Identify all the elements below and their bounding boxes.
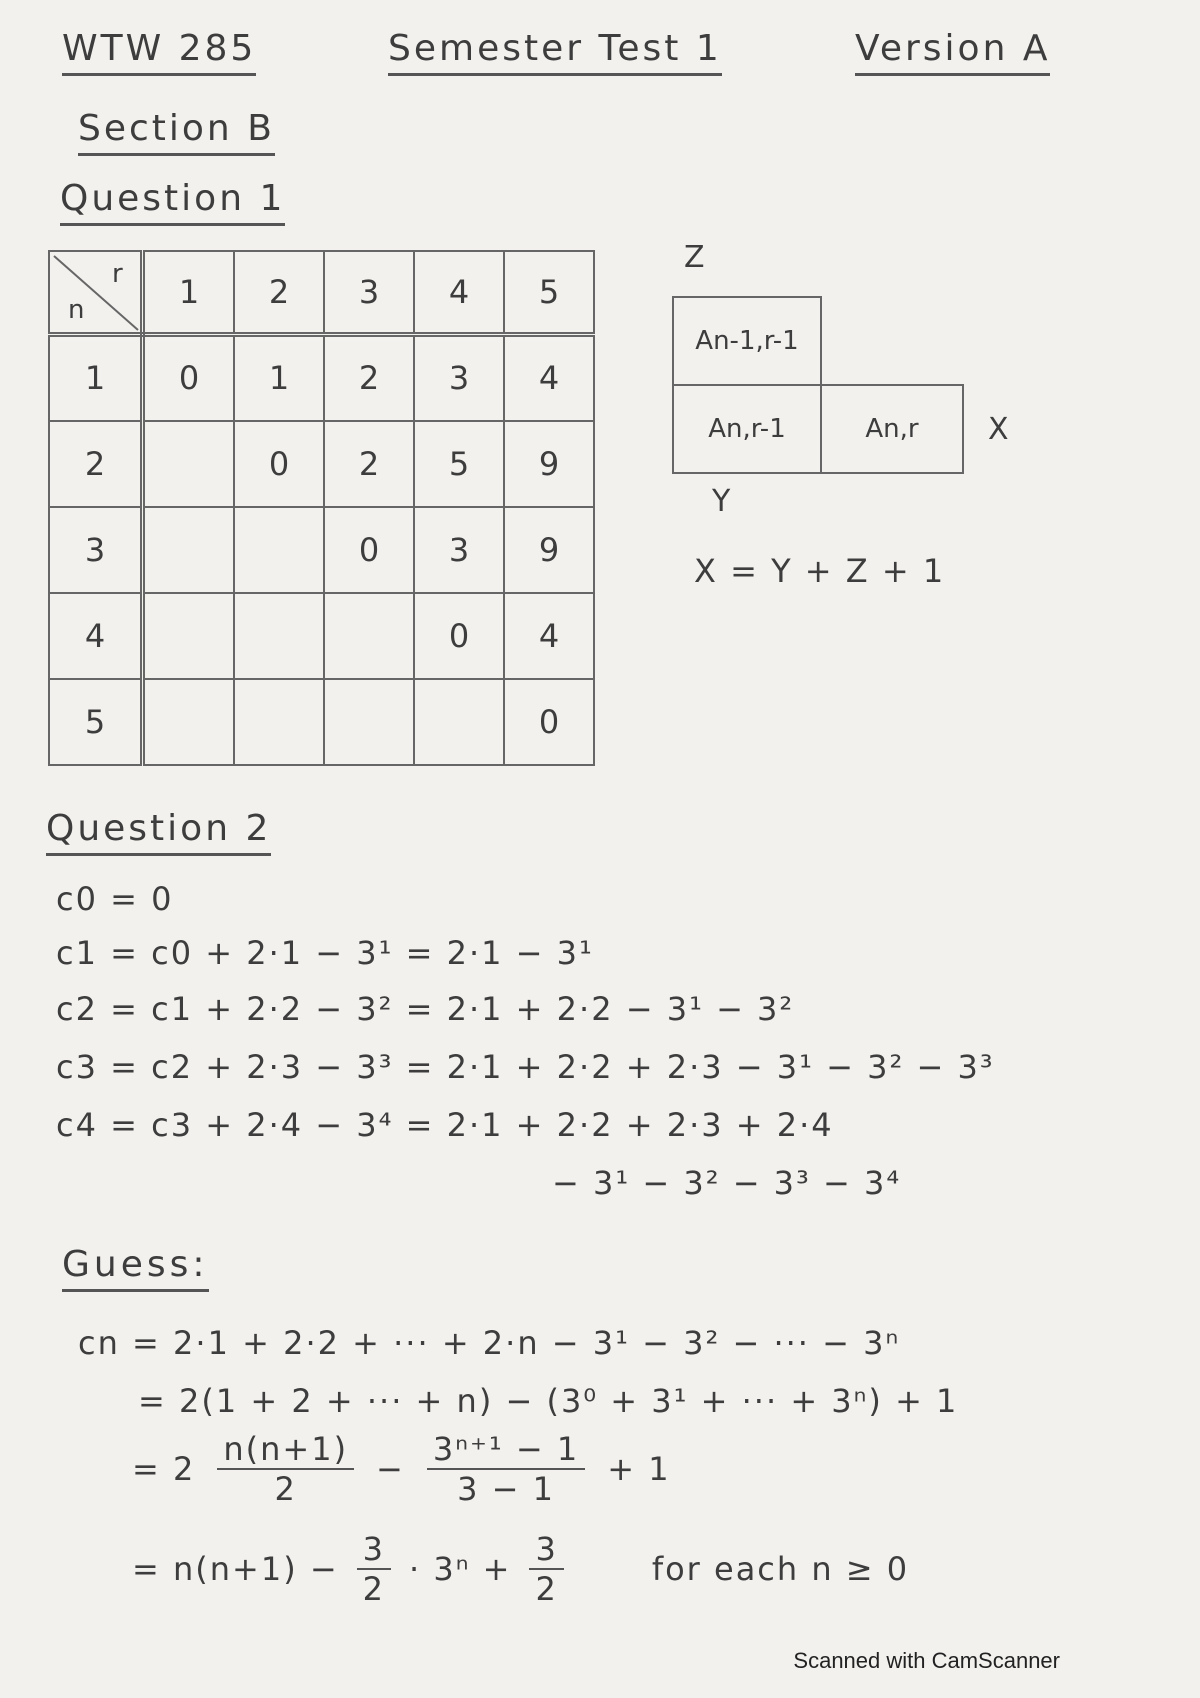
- table-cell: 4: [504, 593, 594, 679]
- col-header: 3: [324, 251, 414, 335]
- table-cell: 0: [324, 507, 414, 593]
- diagram-formula: X = Y + Z + 1: [694, 552, 946, 590]
- table-row: [49, 593, 594, 679]
- derivation-line: c0 = 0: [56, 880, 174, 918]
- table-cell: [143, 679, 235, 765]
- col-header: 2: [234, 251, 324, 335]
- derivation-line: c1 = c0 + 2·1 − 3¹ = 2·1 − 3¹: [56, 934, 594, 972]
- fraction-denominator: 2: [357, 1568, 391, 1608]
- frac-minus: −: [376, 1450, 405, 1488]
- col-header: 5: [504, 251, 594, 335]
- diagram-bottom-right-cell: An,r: [820, 384, 964, 474]
- final-mid: · 3ⁿ +: [409, 1550, 512, 1588]
- table-cell: 0: [504, 679, 594, 765]
- guess-line: cn = 2·1 + 2·2 + ··· + 2·n − 3¹ − 3² − ··· − 3ⁿ: [78, 1324, 901, 1362]
- table-cell: [324, 679, 414, 765]
- table-cell: 2: [324, 421, 414, 507]
- diagram-z-label: Z: [684, 240, 705, 275]
- fraction-sum: [217, 1430, 354, 1508]
- col-header: 1: [143, 251, 235, 335]
- table-cell: 0: [234, 421, 324, 507]
- row-header: 3: [49, 507, 143, 593]
- version-label: Version A: [855, 28, 1050, 76]
- guess-fraction-line: [132, 1430, 671, 1508]
- final-formula-line: [132, 1530, 909, 1608]
- table-cell: [234, 507, 324, 593]
- table-cell: [234, 679, 324, 765]
- table-cell: 0: [414, 593, 504, 679]
- table-row: [49, 679, 594, 765]
- table-cell: [143, 421, 235, 507]
- table-cell: [234, 593, 324, 679]
- arrangement-table: [48, 250, 595, 766]
- scanner-watermark: Scanned with CamScanner: [793, 1648, 1060, 1673]
- course-code: WTW 285: [62, 28, 256, 76]
- table-cell: 0: [143, 335, 235, 421]
- section-label: Section B: [78, 108, 275, 156]
- fraction-denominator: 2: [217, 1468, 354, 1508]
- guess-line: = 2(1 + 2 + ··· + n) − (3⁰ + 3¹ + ··· + 3ⁿ) + 1: [138, 1382, 959, 1420]
- table-cell: [414, 679, 504, 765]
- table-cell: [143, 593, 235, 679]
- frac-lead: = 2: [132, 1450, 196, 1488]
- table-cell: 5: [414, 421, 504, 507]
- row-header: 1: [49, 335, 143, 421]
- diagram-y-label: Y: [712, 484, 731, 519]
- table-row: [49, 507, 594, 593]
- table-cell: 9: [504, 507, 594, 593]
- fraction-three-halves: [529, 1530, 563, 1608]
- table-cell: 1: [234, 335, 324, 421]
- diagram-x-label: X: [988, 412, 1009, 447]
- fraction-numerator: n(n+1): [223, 1430, 349, 1468]
- fraction-numerator: 3: [362, 1530, 386, 1568]
- table-row: [49, 421, 594, 507]
- fraction-numerator: 3ⁿ⁺¹ − 1: [432, 1430, 580, 1468]
- derivation-line: c3 = c2 + 2·3 − 3³ = 2·1 + 2·2 + 2·3 − 3¹ − 3² − 3³: [56, 1048, 995, 1086]
- col-header: 4: [414, 251, 504, 335]
- corner-diagonal: [50, 252, 140, 332]
- table-cell: [324, 593, 414, 679]
- table-cell: 3: [414, 335, 504, 421]
- diagram-bottom-left-cell: An,r-1: [672, 384, 822, 474]
- derivation-line: c2 = c1 + 2·2 − 3² = 2·1 + 2·2 − 3¹ − 3²: [56, 990, 795, 1028]
- fraction-three-halves: [357, 1530, 391, 1608]
- fraction-denominator: 2: [529, 1568, 563, 1608]
- question1-title: Question 1: [60, 178, 285, 226]
- corner-n-label: n: [68, 295, 85, 325]
- row-header: 5: [49, 679, 143, 765]
- test-title: Semester Test 1: [388, 28, 722, 76]
- row-header: 4: [49, 593, 143, 679]
- derivation-line: c4 = c3 + 2·4 − 3⁴ = 2·1 + 2·2 + 2·3 + 2·4: [56, 1106, 834, 1144]
- guess-label: Guess:: [62, 1244, 209, 1292]
- table-cell: 4: [504, 335, 594, 421]
- table-cell: 3: [414, 507, 504, 593]
- table-header-row: [49, 251, 594, 335]
- row-header: 2: [49, 421, 143, 507]
- fraction-numerator: 3: [535, 1530, 558, 1568]
- fraction-denominator: 3 − 1: [427, 1468, 585, 1508]
- corner-cell: [49, 251, 143, 335]
- frac-tail: + 1: [607, 1450, 671, 1488]
- question2-title: Question 2: [46, 808, 271, 856]
- final-lead: = n(n+1) −: [132, 1550, 339, 1588]
- diagram-top-cell: An-1,r-1: [672, 296, 822, 386]
- final-condition: for each n ≥ 0: [651, 1550, 910, 1588]
- derivation-line: − 3¹ − 3² − 3³ − 3⁴: [552, 1164, 902, 1202]
- table-cell: 9: [504, 421, 594, 507]
- table-cell: [143, 507, 235, 593]
- fraction-geometric: [427, 1430, 585, 1508]
- corner-r-label: r: [112, 259, 123, 289]
- table-row: [49, 335, 594, 421]
- table-cell: 2: [324, 335, 414, 421]
